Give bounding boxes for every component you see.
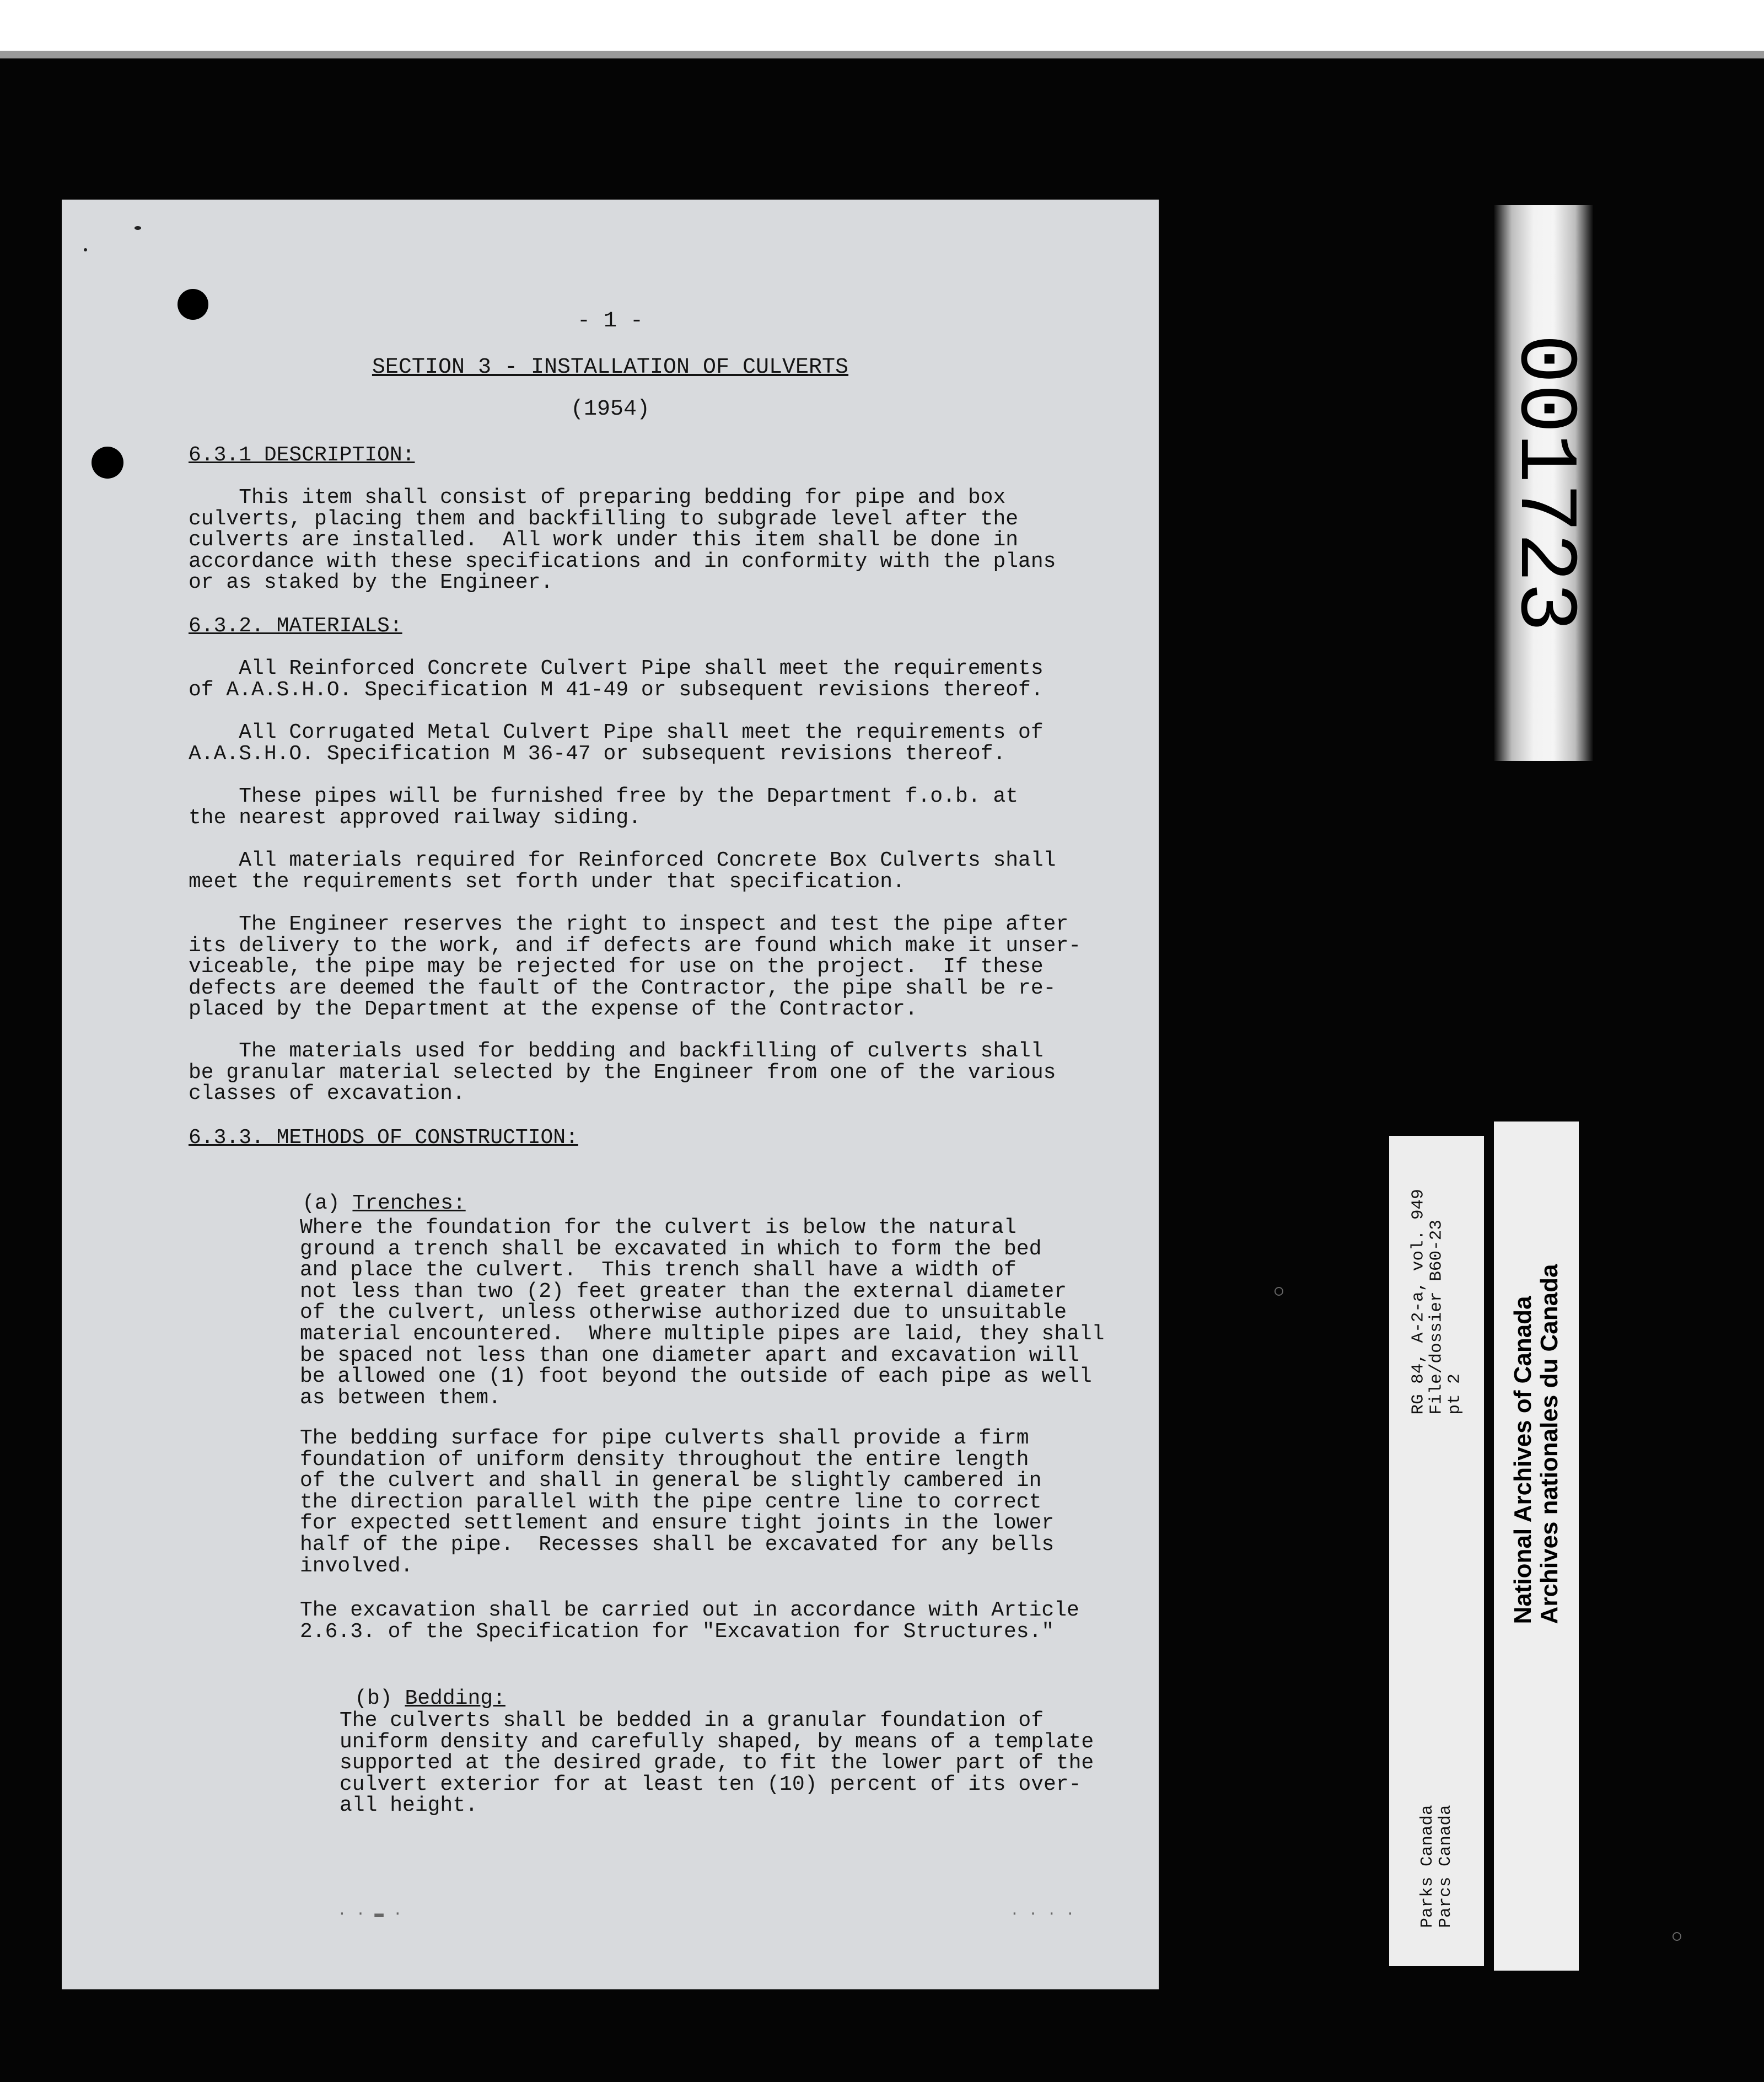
subsection-title: Bedding: [405, 1687, 505, 1710]
scanner-top-strip [0, 0, 1764, 53]
section-paragraph: All materials required for Reinforced Concrete Box Culverts shall meet the requirements set forth under that specification. [189, 849, 1056, 894]
archive-stamp-text: National Archives of Canada Archives nationales du Canada [1509, 1264, 1563, 1624]
subsection-label: (b) [354, 1687, 392, 1710]
document-page [62, 200, 1159, 1989]
subsection-title: Trenches: [352, 1192, 466, 1215]
section-paragraph: This item shall consist of preparing bedding for pipe and box culverts, placing them and backfilling to subgrade level after the culverts are installed. All work under this item shall be done in accordance with these specifications and in conformity with the plans or as staked by the Engineer. [189, 486, 1056, 595]
page-number: - 1 - [577, 309, 644, 334]
archive-reference-label [1389, 1136, 1484, 1966]
section-paragraph: These pipes will be furnished free by the Department f.o.b. at the nearest approved railway siding. [189, 785, 1019, 830]
stray-mark: · · · · [1010, 1906, 1075, 1923]
paper-speck [84, 248, 87, 251]
registration-dot [1274, 1287, 1283, 1296]
section-heading: 6.3.1 DESCRIPTION: [189, 443, 415, 467]
archive-stamp-label [1494, 1122, 1579, 1971]
punch-hole-middle [92, 447, 123, 479]
subsection-label: (a) [302, 1192, 340, 1215]
section-heading: 6.3.3. METHODS OF CONSTRUCTION: [189, 1126, 578, 1150]
document-year: (1954) [570, 397, 650, 422]
subsection-paragraph: The excavation shall be carried out in accordance with Article 2.6.3. of the Specification for "Excavation for Structures." [300, 1598, 1079, 1644]
subsection-paragraph: The bedding surface for pipe culverts shall provide a firm foundation of uniform density throughout the entire length of the culvert and shall in general be slightly cambered in the direction parallel with the pipe centre line to correct for expected settlement and ensure tight joints in the lower half of the pipe. Recesses shall be excavated for any bells involved. [300, 1426, 1055, 1578]
document-title: SECTION 3 - INSTALLATION OF CULVERTS [372, 355, 849, 380]
subsection-paragraph: The culverts shall be bedded in a granular foundation of uniform density and carefully shaped, by means of a template supported at the desired grade, to fit the lower part of the culvert exterior for at least ten (10) percent of its over- all height. [340, 1709, 1094, 1818]
section-heading: 6.3.2. MATERIALS: [189, 614, 402, 638]
subsection-paragraph: Where the foundation for the culvert is below the natural ground a trench shall be excavated in which to form the bed and place the culvert. This trench shall have a width of not less than two (2) feet greater than the external diameter of the culvert, unless otherwise authorized due to unsuitable material encountered. Where multiple pipes are laid, they shall be spaced not less than one diameter apart and excavation will be allowed one (1) foot beyond the outside of each pipe as well as between them. [300, 1216, 1105, 1410]
paper-speck [135, 226, 141, 230]
section-paragraph: All Reinforced Concrete Culvert Pipe shall meet the requirements of A.A.S.H.O. Specification M 41-49 or subsequent revisions thereof. [189, 657, 1044, 702]
scanner-edge-line [0, 51, 1764, 58]
section-paragraph: All Corrugated Metal Culvert Pipe shall meet the requirements of A.A.S.H.O. Specification M 36-47 or subsequent revisions thereof. [189, 721, 1044, 766]
archive-agency: Parks Canada Parcs Canada [1418, 1805, 1455, 1928]
registration-dot [1672, 1932, 1681, 1941]
frame-number-text: 001723 [1497, 334, 1590, 632]
microfilm-frame-number [1494, 205, 1593, 761]
archive-reference: RG 84, A-2-a, vol. 949 File/dossier B60-23 pt 2 [1408, 1189, 1465, 1415]
section-paragraph: The Engineer reserves the right to inspect and test the pipe after its delivery to the work, and if defects are found which make it unser- viceable, the pipe may be rejected for use on the project. If these defects are deemed the fault of the Contractor, the pipe shall be re- placed by the Department at the expense of the Contractor. [189, 913, 1082, 1022]
stray-mark: · · ▬ · [337, 1906, 402, 1923]
section-paragraph: The materials used for bedding and backfilling of culverts shall be granular material selected by the Engineer from one of the various classes of excavation. [189, 1039, 1056, 1106]
